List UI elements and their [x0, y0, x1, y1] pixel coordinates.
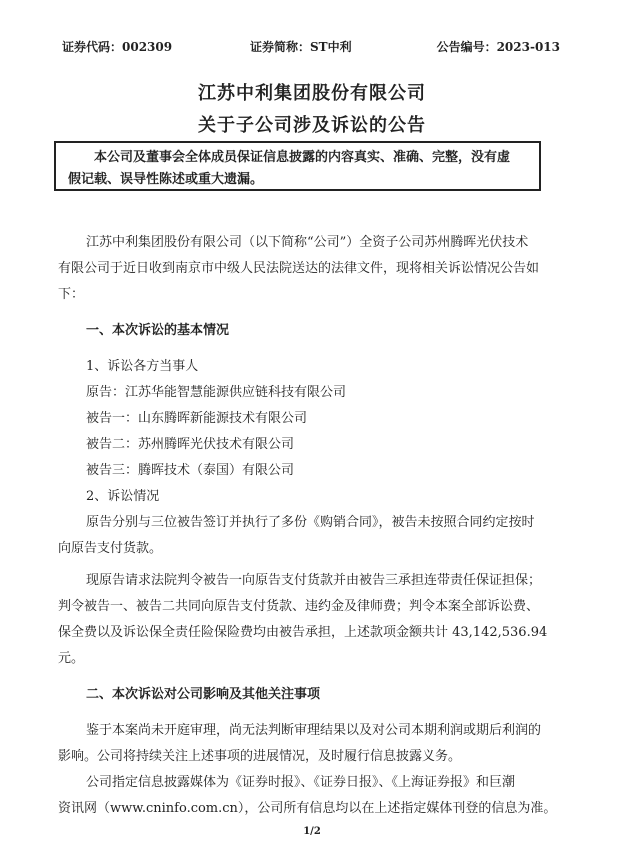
notice-number: 公告编号：2023-013 [436, 40, 560, 54]
body-line: 判令被告一、被告二共同向原告支付货款、违约金及律师费；判令本案全部诉讼费、 [58, 599, 540, 614]
plaintiff-line: 原告：江苏华能智慧能源供应链科技有限公司 [86, 385, 347, 400]
defendant-line: 被告三：腾晖技术（泰国）有限公司 [86, 463, 295, 478]
body-line: 鉴于本案尚未开庭审理，尚无法判断审理结果以及对公司本期利润或期后利润的 [86, 723, 542, 738]
body-line: 现原告请求法院判令被告一向原告支付货款并由被告三承担连带责任保证担保； [86, 573, 542, 588]
notice-subject: 关于子公司涉及诉讼的公告 [198, 115, 426, 136]
section1-heading: 一、本次诉讼的基本情况 [86, 323, 230, 338]
disclaimer-box [54, 141, 541, 191]
body-line: 原告分别与三位被告签订并执行了多份《购销合同》，被告未按照合同约定按时 [86, 515, 535, 530]
intro-line: 江苏中利集团股份有限公司（以下简称“公司”）全资子公司苏州腾晖光伏技术 [86, 235, 529, 250]
body-line: 公司指定信息披露媒体为《证券时报》、《证券日报》、《上海证券报》和巨潮 [86, 775, 516, 790]
intro-line: 下： [58, 287, 85, 302]
intro-line: 有限公司于近日收到南京市中级人民法院送达的法律文件，现将相关诉讼情况公告如 [58, 261, 540, 276]
body-line: 保全费以及诉讼保全责任险保险费均由被告承担，上述款项金额共计 43,142,536.94 [58, 625, 548, 640]
stock-abbreviation: 证券简称：ST中利 [250, 40, 352, 54]
disclaimer-line: 本公司及董事会全体成员保证信息披露的内容真实、准确、完整，没有虚 [94, 150, 511, 165]
defendant-line: 被告二：苏州腾晖光伏技术有限公司 [86, 437, 295, 452]
disclaimer-line: 假记载、误导性陈述或重大遗漏。 [68, 172, 264, 187]
company-title: 江苏中利集团股份有限公司 [198, 83, 426, 104]
subsection-heading: 1、诉讼各方当事人 [86, 359, 199, 374]
page-number: 1/2 [303, 826, 321, 837]
defendant-line: 被告一：山东腾晖新能源技术有限公司 [86, 411, 308, 426]
body-line: 影响。公司将持续关注上述事项的进展情况，及时履行信息披露义务。 [58, 749, 462, 764]
body-line: 元。 [58, 651, 85, 666]
subsection-heading: 2、诉讼情况 [86, 489, 160, 504]
body-line: 资讯网（www.cninfo.com.cn），公司所有信息均以在上述指定媒体刊登的信息为准。 [58, 801, 557, 816]
section2-heading: 二、本次诉讼对公司影响及其他关注事项 [86, 687, 321, 702]
body-line: 向原告支付货款。 [58, 541, 163, 556]
stock-code: 证券代码：002309 [62, 40, 173, 54]
